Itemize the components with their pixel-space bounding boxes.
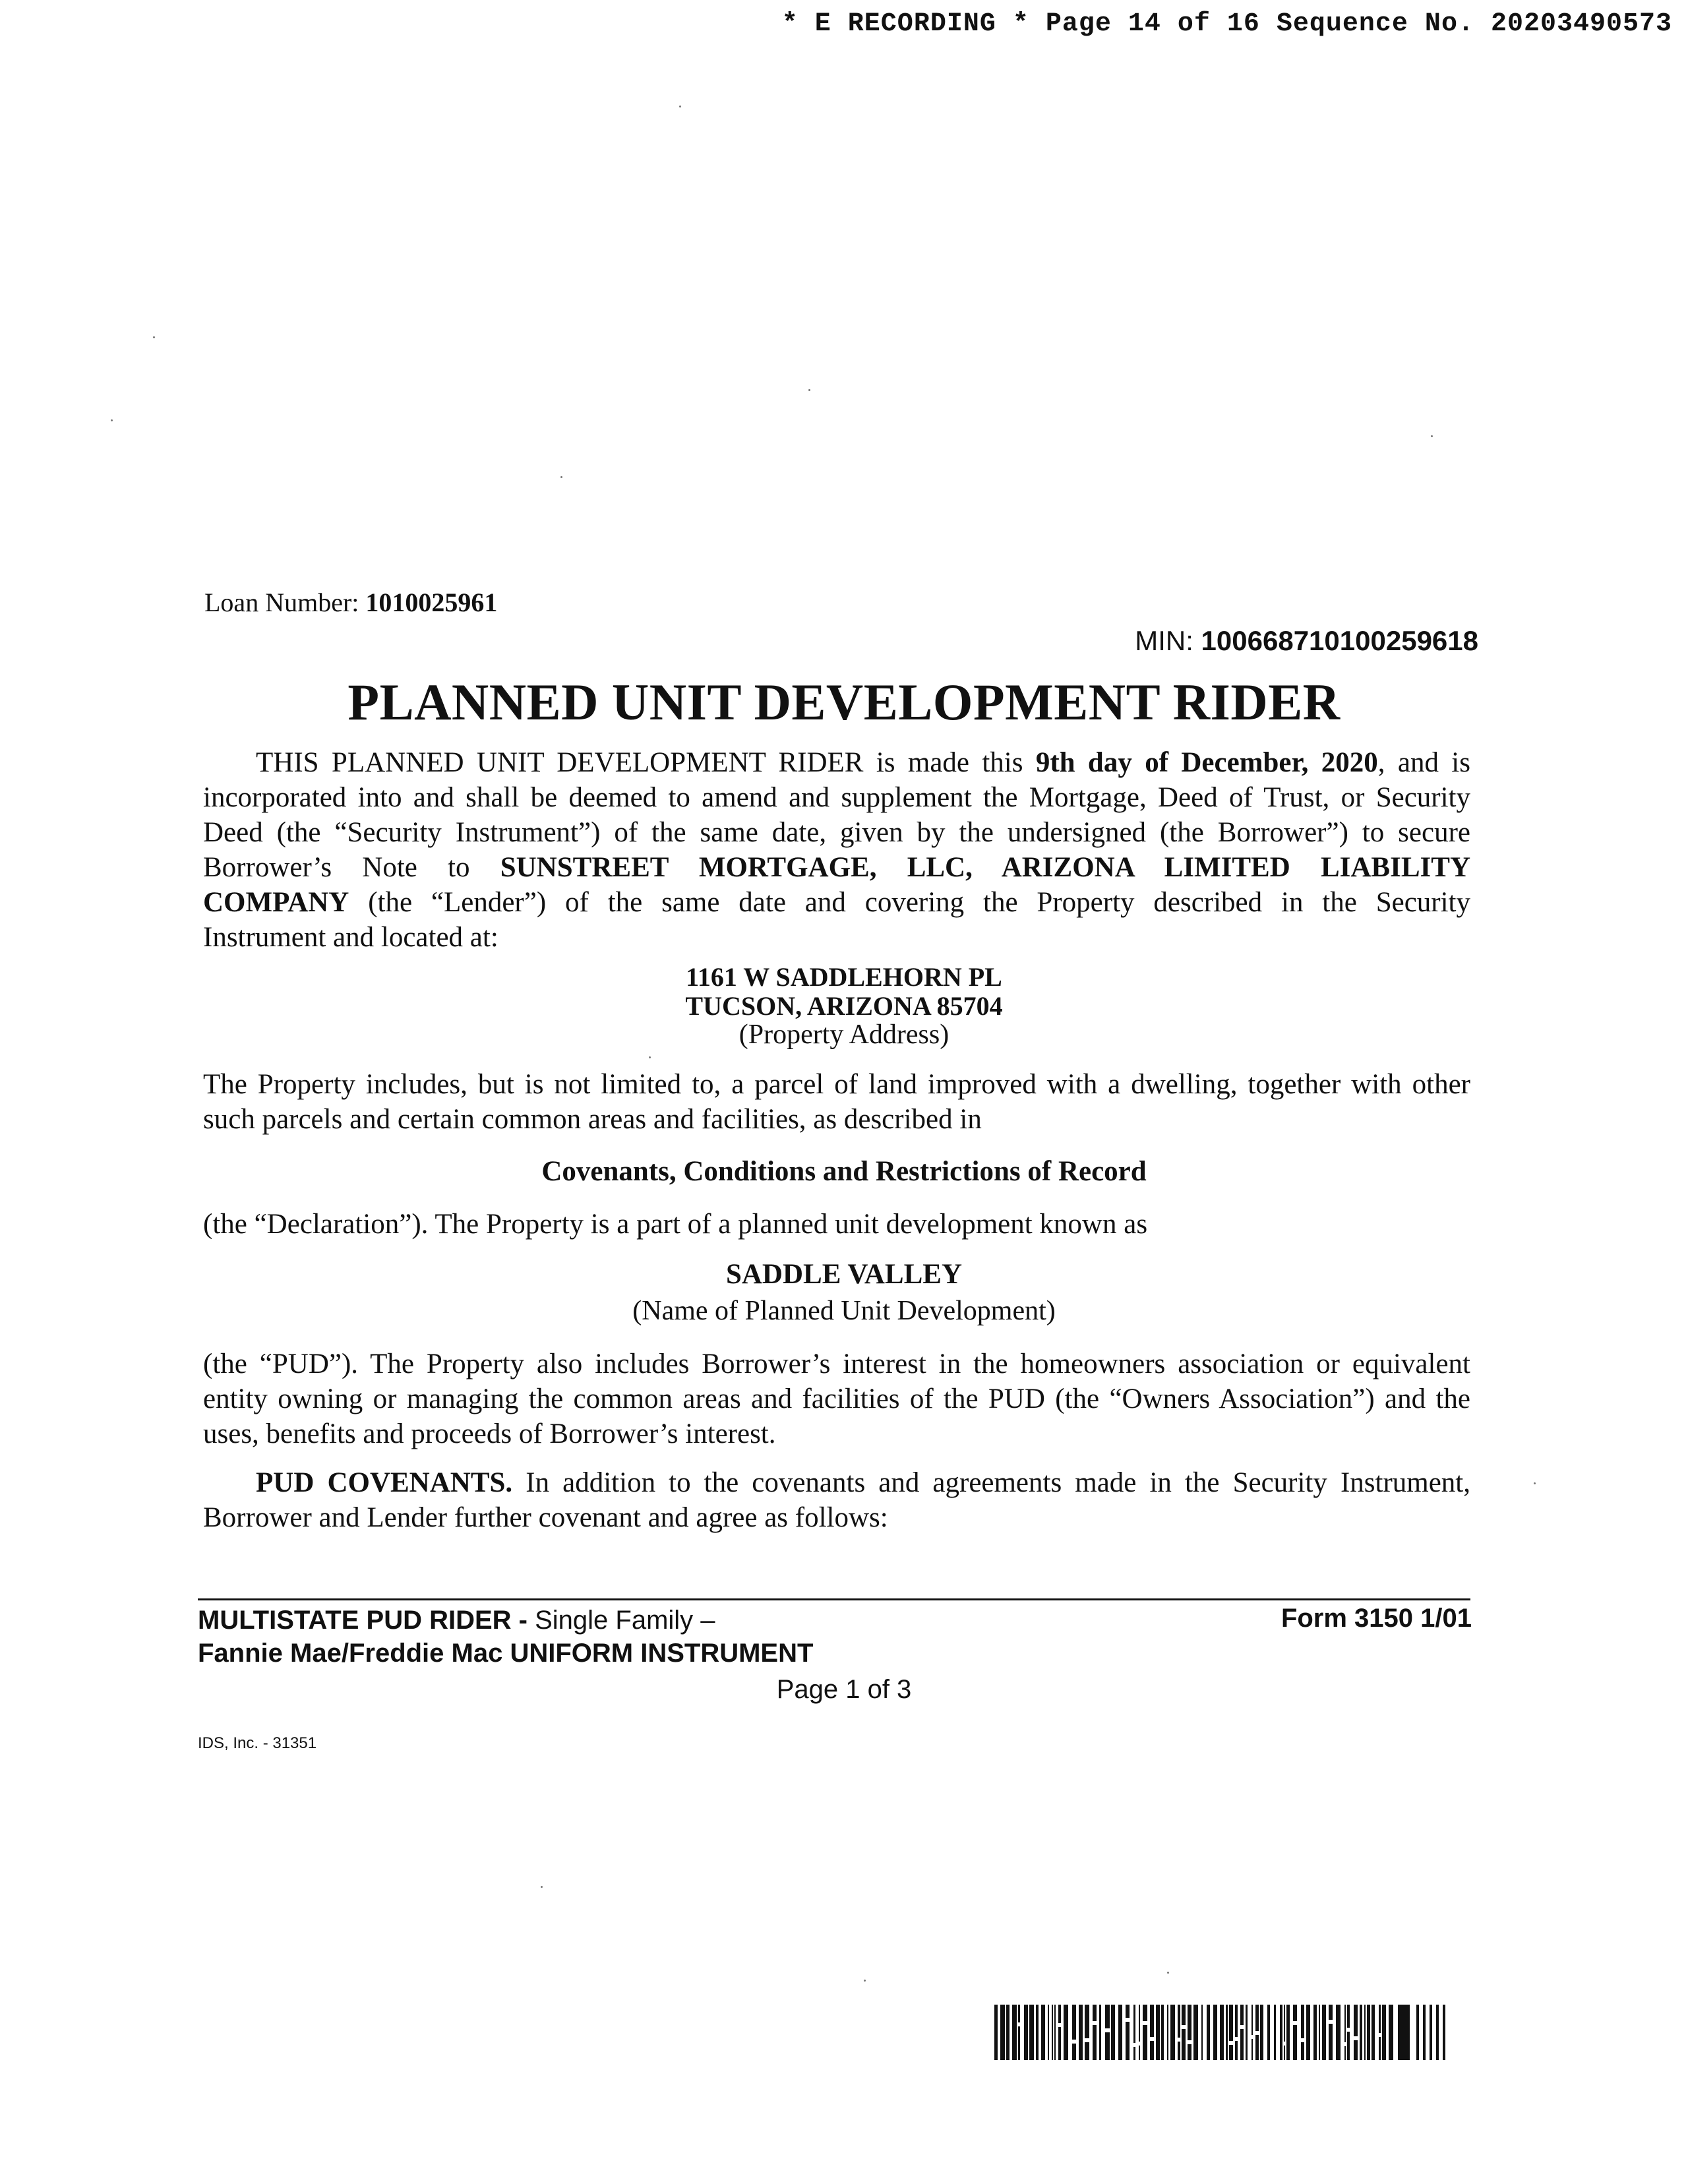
barcode-bar [1372, 2005, 1375, 2060]
barcode-bar [1293, 2005, 1297, 2021]
barcode-bar [1229, 2005, 1233, 2041]
barcode-bar [1286, 2005, 1290, 2060]
barcode-bar [1354, 2005, 1358, 2036]
barcode-bar [1029, 2005, 1034, 2060]
barcode-bar [1229, 2045, 1233, 2060]
barcode-bar [1322, 2005, 1326, 2060]
loan-number-value: 1010025961 [365, 588, 498, 617]
barcode-bar [1167, 2005, 1168, 2060]
barcode-bar [1150, 2041, 1154, 2060]
scan-speck [560, 476, 562, 478]
barcode-bar [1379, 2037, 1381, 2060]
barcode-bar [1139, 2046, 1140, 2060]
intro-line-4 [203, 850, 1470, 885]
barcode-bar [1170, 2005, 1175, 2060]
barcode-bar [1306, 2005, 1310, 2060]
barcode-bar [1226, 2005, 1228, 2060]
barcode-bar [1251, 2005, 1253, 2035]
barcode-bar [1093, 2005, 1097, 2021]
min-value: 100668710100259618 [1201, 625, 1478, 656]
barcode-bar [1364, 2005, 1366, 2060]
barcode-bar [1379, 2005, 1381, 2033]
lender-name-cont: COMPANY [203, 887, 349, 918]
footer-divider [198, 1598, 1470, 1600]
footer-form-name [198, 1604, 813, 1670]
barcode-bar [1052, 2005, 1053, 2060]
barcode-bar [1213, 2005, 1217, 2060]
barcode-bar [1251, 2039, 1253, 2060]
scan-speck [808, 389, 810, 391]
barcode-bar [1329, 2024, 1333, 2060]
rider-date: 9th day of December, 2020 [1035, 747, 1378, 778]
barcode-bar [1018, 2005, 1020, 2022]
barcode-bar [1443, 2005, 1445, 2060]
barcode-bar [1367, 2005, 1370, 2060]
barcode-bar [1235, 2005, 1238, 2037]
pud-name-label: (Name of Planned Unit Development) [632, 1296, 1056, 1326]
barcode-bar [1313, 2005, 1317, 2060]
barcode-bar [1182, 2005, 1186, 2025]
barcode-bar [1000, 2005, 1005, 2060]
barcode-bar [1111, 2005, 1115, 2060]
includes-line-2: such parcels and certain common areas and facilities, as described in [203, 1104, 982, 1135]
property-address-label: (Property Address) [738, 1019, 950, 1050]
intro-line-5 [203, 885, 1470, 920]
scan-speck [1534, 1482, 1536, 1484]
barcode-image [994, 2005, 1451, 2060]
barcode-bar [1240, 2005, 1244, 2025]
barcode-bar [1389, 2005, 1393, 2060]
intro-text: Borrower’s Note to [203, 852, 500, 883]
barcode-bar [1347, 2032, 1350, 2060]
pud-covenants-paragraph [203, 1465, 1470, 1535]
barcode-bar [1301, 2042, 1304, 2060]
barcode-bar [1126, 2022, 1130, 2060]
barcode-bar [1347, 2005, 1350, 2028]
barcode-bar [1143, 2025, 1147, 2060]
barcode-bar [1274, 2005, 1276, 2060]
pud-line-2: entity owning or managing the common areas and facilities of the PUD (the “Owners Association”) and the [203, 1383, 1470, 1414]
barcode-bar [1319, 2005, 1320, 2060]
footer-page-number: Page 1 of 3 [776, 1675, 912, 1704]
barcode-bar [1398, 2005, 1410, 2060]
barcode-bar [1036, 2005, 1039, 2060]
declaration-name: Covenants, Conditions and Restrictions of Record [541, 1156, 1147, 1187]
barcode-bar [1161, 2005, 1164, 2060]
barcode-bar [1072, 2044, 1076, 2060]
barcode-bar [1105, 2005, 1110, 2028]
scan-speck [1431, 435, 1433, 437]
barcode-bar [1058, 2027, 1061, 2060]
barcode-bar [1382, 2005, 1386, 2060]
intro-text: , and is [1377, 747, 1470, 778]
form-name-rest: Single Family – [527, 1606, 715, 1635]
barcode-bar [1072, 2005, 1076, 2040]
barcode-bar [1329, 2005, 1333, 2020]
intro-line-1 [203, 745, 1470, 780]
scan-speck [649, 1056, 651, 1058]
scan-speck [111, 419, 113, 421]
intro-line-3: Deed (the “Security Instrument”) of the same date, given by the undersigned (the Borrower”) to secure [203, 817, 1470, 848]
barcode-bar [1139, 2005, 1140, 2042]
pud-line-3: uses, benefits and proceeds of Borrower’s interest. [203, 1418, 776, 1449]
barcode-bar [1105, 2032, 1110, 2060]
form-name-bold: MULTISTATE PUD RIDER - [198, 1606, 528, 1635]
barcode-bar [1150, 2005, 1154, 2037]
barcode-bar [1336, 2005, 1341, 2060]
document-title: PLANNED UNIT DEVELOPMENT RIDER [347, 673, 1341, 731]
barcode-bar [1284, 2046, 1285, 2060]
barcode-bar [1058, 2005, 1061, 2023]
barcode-bar [1344, 2005, 1346, 2042]
barcode-bar [1079, 2005, 1083, 2060]
barcode-bar [1260, 2005, 1263, 2060]
barcode-bar [1133, 2005, 1135, 2043]
property-address [0, 963, 1688, 1021]
scan-speck [541, 1886, 543, 1888]
intro-text: (the “Lender”) of the same date and covering the Property described in the Security [349, 887, 1470, 918]
min-label: MIN: [1135, 625, 1193, 656]
barcode-bar [1048, 2005, 1049, 2060]
barcode-bar [1301, 2005, 1304, 2038]
barcode-bar [1188, 2005, 1191, 2040]
barcode-bar [1099, 2005, 1101, 2060]
declaration-line: (the “Declaration”). The Property is a part of a planned unit development known as [203, 1209, 1148, 1240]
barcode-bar [1024, 2005, 1028, 2060]
barcode-bar [1246, 2005, 1248, 2060]
barcode-bar [1255, 2005, 1259, 2031]
barcode-bar [1118, 2005, 1122, 2060]
covenants-text: In addition to the covenants and agreements made in the Security Instrument, [512, 1467, 1470, 1498]
includes-line-1: The Property includes, but is not limited to, a parcel of land improved with a dwelling, together with other [203, 1069, 1470, 1100]
barcode-bar [1284, 2005, 1285, 2042]
barcode-bar [1018, 2026, 1020, 2060]
scan-speck [153, 336, 155, 338]
barcode-bar [1430, 2005, 1432, 2060]
min-line [1135, 625, 1478, 657]
intro-line-2: incorporated into and shall be deemed to amend and supplement the Mortgage, Deed of Trust, or Security [203, 782, 1470, 813]
barcode-bar [1201, 2005, 1203, 2060]
barcode-bar [1006, 2005, 1010, 2060]
barcode-bar [1012, 2005, 1017, 2060]
covenants-line-2: Borrower and Lender further covenant and agree as follows: [203, 1502, 888, 1533]
barcode-bar [1344, 2046, 1346, 2060]
property-address-line-1: 1161 W SADDLEHORN PL [686, 962, 1002, 992]
barcode-bar [1235, 2041, 1238, 2060]
barcode-bar [1178, 2042, 1180, 2060]
intro-line-6: Instrument and located at: [203, 922, 498, 953]
pud-interest-paragraph [203, 1347, 1470, 1451]
lender-name: SUNSTREET MORTGAGE, LLC, ARIZONA LIMITED LIABILITY [500, 852, 1470, 883]
barcode-bar [1267, 2005, 1270, 2060]
barcode-bar [1054, 2005, 1056, 2060]
barcode-bar [1064, 2005, 1068, 2060]
pud-line-1: (the “PUD”). The Property also includes Borrower’s interest in the homeowners association or equivalent [203, 1349, 1470, 1380]
footer-form-line-2: Fannie Mae/Freddie Mac UNIFORM INSTRUMENT [198, 1639, 814, 1668]
scan-speck [679, 106, 681, 107]
property-address-line-2: TUCSON, ARIZONA 85704 [685, 991, 1003, 1021]
barcode-bar [1255, 2035, 1259, 2060]
covenants-line-1 [203, 1465, 1470, 1500]
barcode-bar [1416, 2005, 1419, 2060]
barcode-bar [994, 2005, 998, 2060]
barcode-bar [1085, 2005, 1089, 2038]
footer-form-line-1 [198, 1604, 813, 1637]
barcode-bar [1178, 2005, 1180, 2038]
barcode-bar [1126, 2005, 1130, 2018]
intro-text: THIS PLANNED UNIT DEVELOPMENT RIDER is made this [256, 747, 1036, 778]
barcode-bar [1188, 2044, 1191, 2060]
footer-form-number: Form 3150 1/01 [1281, 1604, 1472, 1633]
loan-number-label: Loan Number: [204, 588, 359, 617]
loan-number-line [204, 587, 497, 618]
footer-ids-code: IDS, Inc. - 31351 [198, 1734, 317, 1752]
scan-speck [864, 1980, 866, 1982]
barcode-bar [1041, 2005, 1045, 2060]
pud-name: SADDLE VALLEY [725, 1259, 963, 1290]
intro-paragraph [203, 745, 1470, 955]
barcode-bar [1193, 2005, 1198, 2060]
barcode-bar [1220, 2005, 1224, 2060]
barcode-bar [1354, 2040, 1358, 2060]
barcode-bar [1240, 2029, 1244, 2060]
recording-header: * E RECORDING * Page 14 of 16 Sequence No. 20203490573 [781, 9, 1672, 39]
barcode-bar [1093, 2025, 1097, 2060]
barcode-bar [1360, 2005, 1362, 2060]
barcode-bar [1423, 2005, 1426, 2060]
barcode-bar [1182, 2029, 1186, 2060]
covenants-heading: PUD COVENANTS. [256, 1467, 513, 1498]
barcode-bar [1133, 2047, 1135, 2060]
barcode-bar [1280, 2005, 1282, 2060]
scan-speck [1167, 1972, 1169, 1974]
barcode-bar [1293, 2025, 1297, 2060]
barcode-bar [1143, 2005, 1147, 2021]
barcode-bar [1207, 2005, 1210, 2060]
barcode-bar [1085, 2042, 1089, 2060]
barcode-bar [1156, 2005, 1160, 2060]
property-includes-paragraph [203, 1067, 1470, 1137]
barcode-bar [1436, 2005, 1439, 2060]
